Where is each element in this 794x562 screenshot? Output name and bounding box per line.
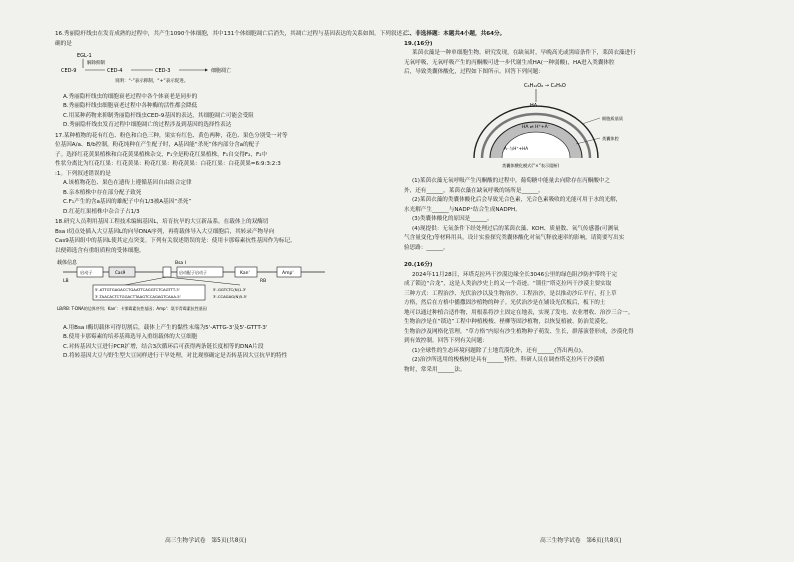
promoter-label: 启动子	[80, 270, 93, 275]
kan-label: Kan'	[240, 271, 250, 276]
egl-label: EGL-1	[77, 53, 92, 59]
lb-label: LB	[63, 279, 69, 284]
zoom-line-left	[125, 277, 167, 285]
gamete-promoter-label: 启动配子启动子	[179, 270, 207, 275]
question-17	[55, 132, 410, 218]
rb-label: RB	[260, 279, 267, 284]
ha-label: HA	[530, 102, 538, 109]
legend-note: 说明：“-”表示抑制，“+”表示促进。	[115, 79, 189, 84]
q19-sub: (3)类囊体酸化的原因是______。	[412, 216, 493, 222]
cytoplasm-label: 细胞质基质	[602, 115, 623, 121]
q16-option-c: C.用某种药物来抑制秀丽隐杆线虫CED-9基因的表达，其细胞凋亡可能会受阻	[63, 112, 254, 119]
q19-line: 无氧呼吸，无氧呼吸产生的丙酮酸可进一步代谢生成HA(一种弱酸)，HA进入类囊体腔	[404, 59, 615, 66]
q19-line: 莱茵衣藻是一种单细胞生物。研究发现，在缺氧时，早晚高光或黑暗条件下，莱茵衣藻进行	[412, 50, 636, 56]
q17-line: 17.某种植物的花有红色、粉色和白色三种，果实有红色、黄色两种，花色、果色分别受一对等	[55, 132, 288, 139]
q19-sub: 水光解产生______与NADP⁺结合生成NADPH。	[404, 206, 521, 213]
q17-option-c: C.F₁产生的含a基因的雄配子中有1/3被A基因“杀死”	[63, 199, 192, 205]
q16-option-b: B.秀丽隐杆线虫细胞衰老过程中各种酶的活性都会降低	[63, 103, 198, 109]
vector-diagram	[55, 258, 355, 316]
q17-option-a: A.该植物花色、果色在遗传上遵循基因自由组合定律	[63, 180, 192, 186]
glucose-to-ethanol: C₆H₁₂O₆ → C₂H₅O	[524, 82, 566, 89]
q18-option-a: A.用Bsa I酶切载体可得切割后，载体上产生的黏性末端为5'-ATTG-3'及5'-GTTT-3'	[63, 324, 268, 331]
ha-equilibrium: HA ⇌ H⁺+A⁻	[522, 124, 551, 130]
page-5-footer: 高三生物学试卷 第5页(共8页)	[165, 538, 247, 544]
arrow-head	[205, 69, 208, 72]
q18-figure	[55, 258, 410, 321]
q19-sub: 验思路：______。	[404, 244, 449, 251]
q19-sub: (4)现提供：无氧条件下经处理过后的莱茵衣藻、KOH、质量数、氧气传感器(可测氧	[412, 225, 619, 232]
q17-option-b: B.亲本植株中存在部分配子致死	[63, 189, 142, 196]
q20-line: 生物治沙是在“锁边”工程中种植梭梭、柽柳等固沙植物，以恢复植被、防治荒漠化。	[404, 319, 612, 325]
q18-option-b: B.使用卡那霉素的培养基筛选导入重组载体的大豆细胞	[63, 334, 198, 340]
q19-sub: 气含量变化)等材料用具，设计实验探究类囊体酸化对氧气释放速率的影响，请简要写出实	[404, 235, 625, 241]
release-label: 解除抑制	[87, 61, 105, 66]
bsa-recognition-top: 5'-GGTCTC(N)1-3'	[213, 287, 247, 292]
q20-line: (1)全球性的生态环境问题除了土地荒漠化外，还有______(答出两点)。	[412, 347, 587, 354]
ced4-label: CED-4	[107, 68, 123, 74]
vector-title: 载体信息	[57, 260, 78, 266]
q19-head: 19.(16分)	[404, 40, 433, 47]
q20-line: 地可以通过种植合适作物，用根系将沙土固定在地表，实现了发电、农业增收、治沙三合一。	[404, 309, 634, 316]
section-heading: 二、非选择题：本题共4小题，共64分。	[404, 31, 506, 37]
q16-stem: 16.秀丽隐杆线虫在发育成熟的过程中，共产生1090个体细胞，其中131个体细胞凋亡后消失，其凋亡过程与基因表达的关系如图。下列叙述正确的是	[55, 31, 408, 47]
page-5	[55, 30, 410, 363]
q20-line: 到有效控制。回答下列有关问题：	[404, 338, 488, 344]
q19-line: 后，导致类囊体酸化，过程如下图所示。回答下列问题：	[404, 69, 544, 75]
q20-line: 成了锁边“合龙”，这是人类治沙史上的又一个奇迹。“锁住”塔克拉玛干沙漠主要实取	[404, 281, 612, 287]
bsa-site-label: Bsa I	[175, 261, 186, 266]
bsa-recognition-bottom: 3'-CCAGAG(N)5-5'	[213, 294, 248, 299]
q20-head: 20.(16分)	[404, 262, 433, 268]
q18-line: Bsa I切点处插入大豆基因L的向导DNA序列，再将载体导入大豆细胞后，其转录产物导向	[55, 228, 275, 235]
q19-sub: (1)莱茵衣藻无氧呼吸产生丙酮酸的过程中，葡萄糖中能量去向除存在丙酮酸中之	[412, 178, 611, 184]
ha-dissociation: A⁻与H⁺+HA	[504, 145, 529, 151]
q18-line: Cas9基因组中的基因L使其定点突变。下列有关叙述错误的是：使用卡那霉素抗性基因作为标记，	[55, 238, 296, 244]
amp-label: Amp'	[282, 271, 294, 276]
q17-line: 位基因A/a、B/b控制，粉花纯种在产生配子时，A基因能“杀死”体内部分含a的配子	[55, 142, 260, 148]
q20-line: 物时，常采用______法。	[404, 366, 466, 373]
ced3-label: CED-3	[155, 68, 171, 74]
q18-line: 18.研究人员利用基因工程技术编辑基因L，培育抗旱的大豆新品系。在载体上的双酶切	[55, 219, 269, 225]
q18-option-c: C.对转基因大豆进行PCR扩增，结合3次循环后可获得两条链长度相等的DNA片段	[63, 343, 264, 350]
q17-option-d: D.红花红果植株中杂合子占1/3	[63, 208, 140, 215]
figure-legend: 类囊体酸化模式(“×”表示阻断)	[502, 162, 560, 168]
zoom-line-right	[167, 277, 240, 285]
page-6-footer: 高三生物学试卷 第6页(共8页)	[540, 538, 622, 544]
question-20	[404, 261, 759, 375]
q16-option-a: A.秀丽隐杆线虫的细胞衰老过程中各个体衰老是同步的	[63, 93, 198, 100]
sequence-bottom: 3'-TAACACTCTGGACTTAAGTCCAGAGTCAAA-5'	[95, 294, 181, 299]
q18-line: 以便筛选含有重组质粒的受体细胞。	[55, 247, 145, 254]
q16-option-d: D.秀丽隐杆线虫发育过程中细胞凋亡的过程涉及到基因的选择性表达	[63, 122, 232, 128]
q17-line: :1。下列叙述错误的是	[55, 170, 111, 177]
q19-sub: 外，还有______，莱茵衣藻在缺氧呼吸的场所是______。	[404, 187, 544, 194]
apoptosis-label: 细胞凋亡	[211, 68, 232, 74]
ced9-label: CED-9	[61, 68, 77, 74]
apoptosis-pathway-diagram	[55, 51, 315, 85]
page-6	[404, 30, 759, 376]
question-19	[404, 40, 759, 254]
q18-option-d: D.将转基因大豆与野生型大豆同样进行干旱处理，对比观察确定是否转基因大豆抗旱的特性	[63, 353, 288, 359]
thylakoid-acidification-diagram	[404, 80, 704, 170]
q16-figure	[55, 51, 410, 90]
q20-line: 方格，然后在方格中播撒固沙植物的种子。光伏治沙是在铺设光伏板后，板下的土	[404, 300, 606, 306]
question-18	[55, 218, 410, 362]
q20-line: 2024年11月28日，环塔克拉玛干沙漠边缘全长3046公里的绿色阻沙防护带终于完	[412, 271, 617, 278]
q17-line: 性状分离比为红花红果：红花黄果：粉花红果：粉花黄果：白花红果：白花黄果=6:9:3:2:3	[55, 161, 281, 167]
q20-line: 三种方式：工程治沙、光伏治沙以及生物治沙。工程治沙，是以推动沙丘平行，打上草	[404, 290, 617, 297]
bsa-insert-box	[163, 267, 171, 277]
cas9-label: Cas9	[115, 270, 126, 275]
question-16	[55, 30, 410, 131]
q19-sub: (2)莱茵衣藻的类囊体酸化后会导致光合色素，光合色素吸收的光能可用于水的光解，	[412, 197, 622, 203]
vector-note: LB/RB: T-DNA的边界序列；Kan'：卡那霉素抗性基因；Amp'：氨苄青霉素抗性基因	[57, 306, 207, 311]
sequence-top: 5'-ATTGTGAGACCTGAATTCAGGTCTCAGTTT-3'	[95, 287, 180, 292]
q20-line: 生物治沙及网格化管理，“草方格”内原有沙生植物种子萌发、生长，群落演替形成，沙漠化得	[404, 328, 634, 335]
lumen-label: 类囊体腔	[602, 135, 619, 141]
cytoplasm-pointer	[582, 118, 600, 124]
q17-line: 子。选择红花黄果植株和白花黄果植株杂交，F₁全是粉花红果植株，F₁自交得F₂，F₂中	[55, 151, 268, 158]
q19-figure	[404, 80, 759, 175]
q20-line: (2)治沙所选用的梭梭树是具有______特性。科研人员在调查塔克拉玛干沙漠植	[412, 357, 605, 363]
